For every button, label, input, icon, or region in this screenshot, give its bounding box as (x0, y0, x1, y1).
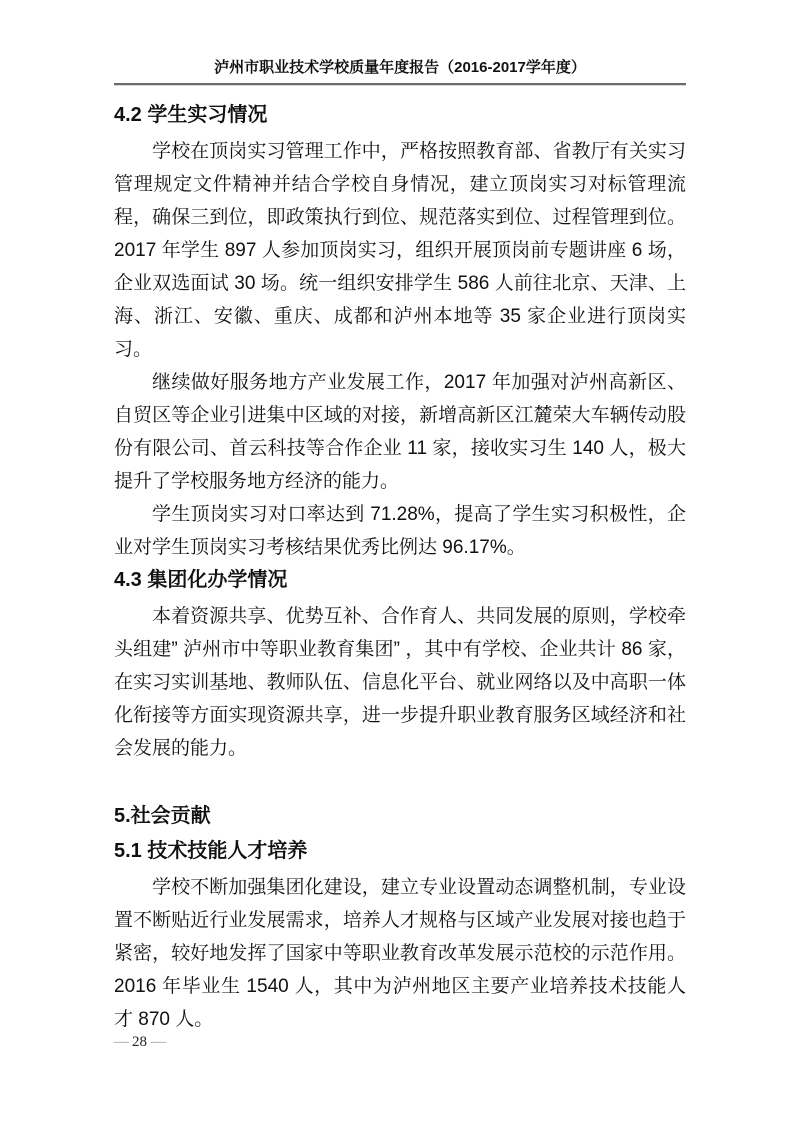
document-body (114, 100, 686, 1036)
paragraph-local-industry-service: 继续做好服务地方产业发展工作，2017 年加强对泸州高新区、自贸区等企业引进集中区域的对接，新增高新区江麓荣大车辆传动股份有限公司、首云科技等合作企业 11 家，接收实习生 140 人，极大提升了学校服务地方经济的能力。 (114, 372, 686, 492)
section-heading-5-1: 5.1 技术技能人才培养 (114, 840, 308, 862)
section-heading-5: 5.社会贡献 (114, 805, 211, 827)
paragraph-internship-management: 学校在顶岗实习管理工作中，严格按照教育部、省教厅有关实习管理规定文件精神并结合学校自身情况，建立顶岗实习对标管理流程，确保三到位，即政策执行到位、规范落实到位、过程管理到位。2017 年学生 897 人参加顶岗实习，组织开展顶岗前专题讲座 6 场，企业双选面试 30 场。统一组织安排学生 586 人前往北京、天津、上海、浙江、安徽、重庆、成都和泸州本地等 35 家企业进行顶岗实习。 (114, 141, 686, 360)
paragraph-internship-match-rate: 学生顶岗实习对口率达到 71.28%，提高了学生实习积极性，企业对学生顶岗实习考核结果优秀比例达 96.17%。 (114, 504, 686, 558)
footer-dash-right: — (151, 1034, 165, 1050)
page-footer (114, 1034, 165, 1051)
page-header-title: 泸州市职业技术学校质量年度报告（2016-2017学年度） (214, 59, 586, 76)
header-rule (114, 83, 686, 86)
paragraph-education-group: 本着资源共享、优势互补、合作育人、共同发展的原则，学校牵头组建” 泸州市中等职业教育集团” ，其中有学校、企业共计 86 家，在实习实训基地、教师队伍、信息化平台、就业网络以及中高职一体化衔接等方面实现资源共享，进一步提升职业教育服务区域经济和社会发展的能力。 (114, 606, 686, 759)
footer-dash-left: — (114, 1034, 128, 1050)
paragraph-talent-training: 学校不断加强集团化建设，建立专业设置动态调整机制，专业设置不断贴近行业发展需求，培养人才规格与区域产业发展对接也趋于紧密，较好地发挥了国家中等职业教育改革发展示范校的示范作用。2016 年毕业生 1540 人，其中为泸州地区主要产业培养技术技能人才 870 人。 (114, 877, 686, 1030)
section-heading-4-3: 4.3 集团化办学情况 (114, 569, 288, 591)
page-number: 28 (132, 1034, 147, 1050)
section-heading-4-2: 4.2 学生实习情况 (114, 104, 268, 126)
